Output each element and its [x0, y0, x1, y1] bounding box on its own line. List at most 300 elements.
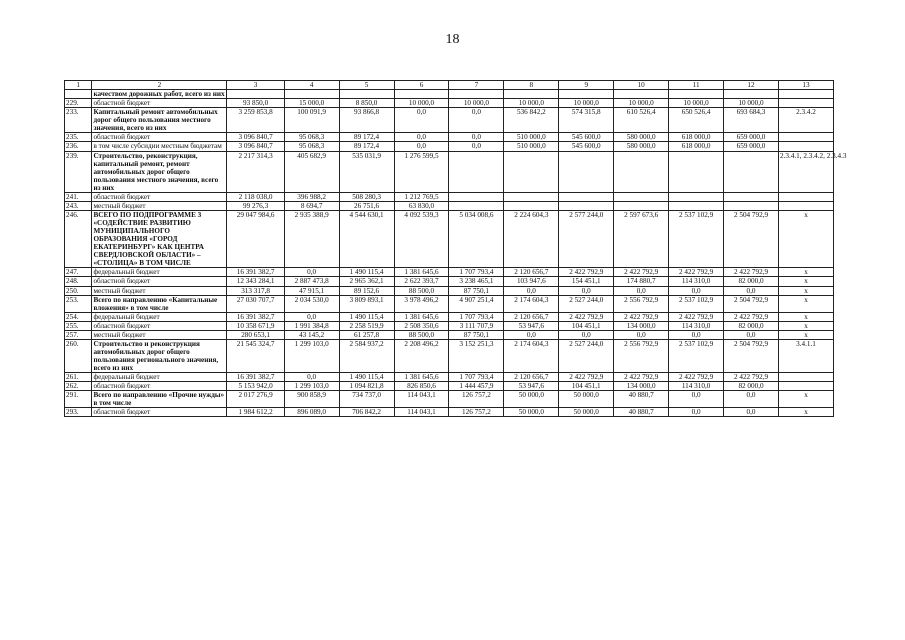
value-cell: 0,0: [724, 286, 779, 295]
value-cell: 53 947,6: [504, 321, 559, 330]
value-cell: 510 000,0: [504, 133, 559, 142]
value-cell: 0,0: [669, 330, 724, 339]
value-cell: 659 000,0: [724, 133, 779, 142]
value-cell: [614, 151, 669, 192]
value-cell: 2 965 362,1: [339, 277, 394, 286]
table-row: [65, 373, 834, 382]
table-row: [65, 391, 834, 408]
value-cell: 0,0: [724, 408, 779, 417]
value-cell: 61 257,8: [339, 330, 394, 339]
row-number: 250.: [65, 286, 92, 295]
column-header: 4: [284, 81, 339, 90]
row-number: [65, 90, 92, 99]
value-cell: 29 047 984,6: [227, 210, 284, 267]
value-cell: 2 422 792,9: [559, 373, 614, 382]
value-cell: 2 034 530,0: [284, 295, 339, 312]
value-cell: 0,0: [394, 108, 449, 133]
row-label: Капитальный ремонт автомобильных дорог общего пользования местного значения, всего из них: [92, 108, 227, 133]
value-cell: [227, 90, 284, 99]
value-cell: [504, 201, 559, 210]
target-code: [778, 373, 833, 382]
value-cell: 16 391 382,7: [227, 268, 284, 277]
value-cell: 2 208 496,2: [394, 339, 449, 372]
value-cell: 93 866,8: [339, 108, 394, 133]
value-cell: 545 600,0: [559, 133, 614, 142]
value-cell: 10 000,0: [504, 99, 559, 108]
value-cell: 63 830,0: [394, 201, 449, 210]
column-header: 2: [92, 81, 227, 90]
value-cell: 103 947,6: [504, 277, 559, 286]
table-row: [65, 133, 834, 142]
value-cell: [449, 151, 504, 192]
value-cell: 2 577 244,0: [559, 210, 614, 267]
value-cell: 2 504 792,9: [724, 295, 779, 312]
value-cell: 93 850,0: [227, 99, 284, 108]
row-label: областной бюджет: [92, 277, 227, 286]
value-cell: 2 597 673,6: [614, 210, 669, 267]
target-code: [778, 142, 833, 151]
value-cell: [504, 90, 559, 99]
row-number: 235.: [65, 133, 92, 142]
target-code: 3.4.1.1: [778, 339, 833, 372]
value-cell: [559, 90, 614, 99]
value-cell: 2 887 473,8: [284, 277, 339, 286]
target-code: х: [778, 286, 833, 295]
value-cell: [724, 151, 779, 192]
target-code: х: [778, 391, 833, 408]
value-cell: 0,0: [394, 133, 449, 142]
table-row: [65, 277, 834, 286]
value-cell: 174 880,7: [614, 277, 669, 286]
value-cell: 1 490 115,4: [339, 268, 394, 277]
value-cell: 126 757,2: [449, 391, 504, 408]
row-label: качеством дорожных работ, всего из них: [92, 90, 227, 99]
row-number: 247.: [65, 268, 92, 277]
value-cell: 610 526,4: [614, 108, 669, 133]
value-cell: 2 120 656,7: [504, 268, 559, 277]
value-cell: 0,0: [724, 391, 779, 408]
row-label: Строительство и реконструкция автомобильных дорог общего пользования регионального значения, всего из них: [92, 339, 227, 372]
value-cell: 1 707 793,4: [449, 268, 504, 277]
value-cell: [614, 192, 669, 201]
value-cell: 100 091,9: [284, 108, 339, 133]
value-cell: [669, 151, 724, 192]
value-cell: 50 000,0: [504, 408, 559, 417]
value-cell: 2 422 792,9: [669, 312, 724, 321]
column-header: 1: [65, 81, 92, 90]
value-cell: 95 068,3: [284, 142, 339, 151]
value-cell: 2 258 519,9: [339, 321, 394, 330]
value-cell: 2 217 314,3: [227, 151, 284, 192]
value-cell: 510 000,0: [504, 142, 559, 151]
value-cell: [669, 201, 724, 210]
value-cell: 82 000,0: [724, 382, 779, 391]
row-label: ВСЕГО ПО ПОДПРОГРАММЕ 3 «СОДЕЙСТВИЕ РАЗВИТИЮ МУНИЦИПАЛЬНОГО ОБРАЗОВАНИЯ «ГОРОД ЕКАТЕРИНБУРГ» КАК ЦЕНТРА СВЕРДЛОВСКОЙ ОБЛАСТИ» – «СТОЛИЦА» В ТОМ ЧИСЛЕ: [92, 210, 227, 267]
value-cell: 3 978 496,2: [394, 295, 449, 312]
value-cell: 1 707 793,4: [449, 312, 504, 321]
row-label: местный бюджет: [92, 330, 227, 339]
value-cell: 16 391 382,7: [227, 312, 284, 321]
value-cell: 0,0: [669, 286, 724, 295]
value-cell: 0,0: [614, 330, 669, 339]
value-cell: 99 276,3: [227, 201, 284, 210]
value-cell: 1 490 115,4: [339, 312, 394, 321]
value-cell: 1 444 457,9: [449, 382, 504, 391]
value-cell: 574 315,8: [559, 108, 614, 133]
value-cell: 2 422 792,9: [669, 268, 724, 277]
value-cell: 10 000,0: [394, 99, 449, 108]
value-cell: 580 000,0: [614, 133, 669, 142]
table-row: [65, 286, 834, 295]
value-cell: 2 537 102,9: [669, 210, 724, 267]
value-cell: 0,0: [559, 286, 614, 295]
value-cell: 40 880,7: [614, 408, 669, 417]
value-cell: 405 682,9: [284, 151, 339, 192]
value-cell: 396 988,2: [284, 192, 339, 201]
table-row: [65, 201, 834, 210]
value-cell: 2 120 656,7: [504, 312, 559, 321]
column-header: 8: [504, 81, 559, 90]
value-cell: 2 935 388,9: [284, 210, 339, 267]
value-cell: 114 310,0: [669, 321, 724, 330]
value-cell: 0,0: [504, 286, 559, 295]
value-cell: 43 145,2: [284, 330, 339, 339]
row-number: 255.: [65, 321, 92, 330]
value-cell: 650 526,4: [669, 108, 724, 133]
value-cell: 134 000,0: [614, 382, 669, 391]
target-code: х: [778, 210, 833, 267]
value-cell: 89 172,4: [339, 133, 394, 142]
table-row: [65, 295, 834, 312]
value-cell: 10 358 671,9: [227, 321, 284, 330]
value-cell: 706 842,2: [339, 408, 394, 417]
value-cell: 2 527 244,0: [559, 339, 614, 372]
value-cell: 8 694,7: [284, 201, 339, 210]
value-cell: 3 111 707,9: [449, 321, 504, 330]
value-cell: 10 000,0: [724, 99, 779, 108]
table-row: [65, 108, 834, 133]
value-cell: [504, 192, 559, 201]
table-row: [65, 151, 834, 192]
row-number: 243.: [65, 201, 92, 210]
value-cell: [559, 192, 614, 201]
value-cell: [339, 90, 394, 99]
value-cell: 10 000,0: [669, 99, 724, 108]
value-cell: 40 880,7: [614, 391, 669, 408]
value-cell: 1 381 645,6: [394, 373, 449, 382]
table-row: [65, 312, 834, 321]
value-cell: 53 947,6: [504, 382, 559, 391]
value-cell: 3 096 840,7: [227, 133, 284, 142]
value-cell: 1 381 645,6: [394, 268, 449, 277]
row-number: 253.: [65, 295, 92, 312]
value-cell: 618 000,0: [669, 133, 724, 142]
value-cell: 580 000,0: [614, 142, 669, 151]
table-row: [65, 339, 834, 372]
value-cell: 4 092 539,3: [394, 210, 449, 267]
value-cell: [724, 201, 779, 210]
value-cell: 10 000,0: [559, 99, 614, 108]
value-cell: 2 422 792,9: [724, 268, 779, 277]
value-cell: [559, 201, 614, 210]
value-cell: 88 500,0: [394, 330, 449, 339]
column-header: 12: [724, 81, 779, 90]
value-cell: 114 310,0: [669, 382, 724, 391]
budget-table: [64, 80, 847, 417]
value-cell: 10 000,0: [614, 99, 669, 108]
target-code: 2.3.4.1, 2.3.4.2, 2.3.4.3: [778, 151, 833, 192]
target-code: х: [778, 295, 833, 312]
value-cell: 82 000,0: [724, 321, 779, 330]
table-row: [65, 210, 834, 267]
value-cell: 0,0: [284, 268, 339, 277]
value-cell: [449, 192, 504, 201]
row-label: в том числе субсидии местным бюджетам: [92, 142, 227, 151]
table-row: [65, 90, 834, 99]
row-number: 239.: [65, 151, 92, 192]
value-cell: 0,0: [504, 330, 559, 339]
column-header: 9: [559, 81, 614, 90]
value-cell: 5 034 008,6: [449, 210, 504, 267]
value-cell: 134 000,0: [614, 321, 669, 330]
row-number: 262.: [65, 382, 92, 391]
value-cell: 12 343 284,1: [227, 277, 284, 286]
table-row: [65, 142, 834, 151]
value-cell: [449, 201, 504, 210]
row-number: 241.: [65, 192, 92, 201]
value-cell: 50 000,0: [559, 391, 614, 408]
value-cell: [504, 151, 559, 192]
value-cell: 0,0: [559, 330, 614, 339]
row-number: 248.: [65, 277, 92, 286]
value-cell: 693 684,3: [724, 108, 779, 133]
value-cell: 89 152,6: [339, 286, 394, 295]
row-number: 236.: [65, 142, 92, 151]
row-label: Всего по направлению «Прочие нужды» в том числе: [92, 391, 227, 408]
value-cell: 104 451,1: [559, 321, 614, 330]
value-cell: 0,0: [284, 373, 339, 382]
target-code: [778, 382, 833, 391]
value-cell: [724, 90, 779, 99]
value-cell: 896 089,0: [284, 408, 339, 417]
row-label: местный бюджет: [92, 201, 227, 210]
value-cell: 4 544 630,1: [339, 210, 394, 267]
row-number: 261.: [65, 373, 92, 382]
value-cell: 2 422 792,9: [724, 373, 779, 382]
row-number: 254.: [65, 312, 92, 321]
row-label: федеральный бюджет: [92, 312, 227, 321]
value-cell: 16 391 382,7: [227, 373, 284, 382]
row-label: областной бюджет: [92, 133, 227, 142]
value-cell: 27 030 707,7: [227, 295, 284, 312]
value-cell: 3 238 465,1: [449, 277, 504, 286]
value-cell: 82 000,0: [724, 277, 779, 286]
value-cell: 3 809 893,1: [339, 295, 394, 312]
value-cell: 2 224 604,3: [504, 210, 559, 267]
value-cell: 89 172,4: [339, 142, 394, 151]
column-header: 11: [669, 81, 724, 90]
row-number: 229.: [65, 99, 92, 108]
row-label: федеральный бюджет: [92, 373, 227, 382]
value-cell: 3 259 853,8: [227, 108, 284, 133]
row-number: 233.: [65, 108, 92, 133]
value-cell: [724, 192, 779, 201]
value-cell: 508 280,3: [339, 192, 394, 201]
value-cell: 2 556 792,9: [614, 339, 669, 372]
page-number: 18: [445, 32, 460, 47]
value-cell: 114 043,1: [394, 408, 449, 417]
target-code: х: [778, 330, 833, 339]
value-cell: 1 276 599,5: [394, 151, 449, 192]
value-cell: 104 451,1: [559, 382, 614, 391]
value-cell: 0,0: [449, 108, 504, 133]
value-cell: 826 850,6: [394, 382, 449, 391]
value-cell: 2 120 656,7: [504, 373, 559, 382]
target-code: х: [778, 408, 833, 417]
value-cell: 1 984 612,2: [227, 408, 284, 417]
row-label: местный бюджет: [92, 286, 227, 295]
value-cell: 5 153 942,0: [227, 382, 284, 391]
value-cell: 313 317,8: [227, 286, 284, 295]
value-cell: 0,0: [284, 312, 339, 321]
value-cell: [284, 90, 339, 99]
value-cell: 114 043,1: [394, 391, 449, 408]
row-label: областной бюджет: [92, 321, 227, 330]
value-cell: [669, 192, 724, 201]
row-number: 257.: [65, 330, 92, 339]
value-cell: 0,0: [449, 142, 504, 151]
value-cell: 1 991 384,8: [284, 321, 339, 330]
row-label: областной бюджет: [92, 408, 227, 417]
value-cell: [614, 90, 669, 99]
value-cell: 126 757,2: [449, 408, 504, 417]
value-cell: 2 556 792,9: [614, 295, 669, 312]
value-cell: 2 174 604,3: [504, 339, 559, 372]
value-cell: 26 751,6: [339, 201, 394, 210]
value-cell: 2 504 792,9: [724, 210, 779, 267]
target-code: х: [778, 268, 833, 277]
header-row: [65, 81, 834, 90]
value-cell: 0,0: [724, 330, 779, 339]
target-code: х: [778, 277, 833, 286]
value-cell: [559, 151, 614, 192]
value-cell: 2 622 393,7: [394, 277, 449, 286]
value-cell: 2 422 792,9: [614, 312, 669, 321]
column-header: 7: [449, 81, 504, 90]
value-cell: 2 118 038,0: [227, 192, 284, 201]
value-cell: 21 545 324,7: [227, 339, 284, 372]
value-cell: 1 490 115,4: [339, 373, 394, 382]
value-cell: 47 915,1: [284, 286, 339, 295]
value-cell: 900 858,9: [284, 391, 339, 408]
row-label: областной бюджет: [92, 192, 227, 201]
value-cell: 50 000,0: [559, 408, 614, 417]
table-row: [65, 99, 834, 108]
value-cell: 154 451,1: [559, 277, 614, 286]
value-cell: 50 000,0: [504, 391, 559, 408]
target-code: [778, 99, 833, 108]
value-cell: 0,0: [669, 408, 724, 417]
value-cell: 2 017 276,9: [227, 391, 284, 408]
value-cell: 1 299 103,0: [284, 382, 339, 391]
value-cell: [669, 90, 724, 99]
value-cell: 2 422 792,9: [669, 373, 724, 382]
table-row: [65, 382, 834, 391]
value-cell: 2 174 604,3: [504, 295, 559, 312]
value-cell: 3 152 251,3: [449, 339, 504, 372]
value-cell: 1 707 793,4: [449, 373, 504, 382]
value-cell: 2 504 792,9: [724, 339, 779, 372]
value-cell: [449, 90, 504, 99]
value-cell: 10 000,0: [449, 99, 504, 108]
target-code: [778, 133, 833, 142]
value-cell: 0,0: [394, 142, 449, 151]
value-cell: 1 299 103,0: [284, 339, 339, 372]
value-cell: 2 422 792,9: [559, 268, 614, 277]
target-code: х: [778, 321, 833, 330]
value-cell: 0,0: [614, 286, 669, 295]
value-cell: 0,0: [669, 391, 724, 408]
table-row: [65, 268, 834, 277]
value-cell: [614, 201, 669, 210]
value-cell: 8 850,0: [339, 99, 394, 108]
value-cell: 1 094 821,8: [339, 382, 394, 391]
table-row: [65, 192, 834, 201]
target-code: 2.3.4.2: [778, 108, 833, 133]
value-cell: 2 537 102,9: [669, 295, 724, 312]
value-cell: 3 096 840,7: [227, 142, 284, 151]
value-cell: 4 907 251,4: [449, 295, 504, 312]
column-header: 10: [614, 81, 669, 90]
value-cell: 659 000,0: [724, 142, 779, 151]
value-cell: 2 422 792,9: [724, 312, 779, 321]
value-cell: 2 537 102,9: [669, 339, 724, 372]
row-label: Всего по направлению «Капитальные вложения» в том числе: [92, 295, 227, 312]
row-number: 246.: [65, 210, 92, 267]
value-cell: 734 737,0: [339, 391, 394, 408]
value-cell: 0,0: [449, 133, 504, 142]
value-cell: 88 500,0: [394, 286, 449, 295]
value-cell: 2 422 792,9: [559, 312, 614, 321]
row-number: 293.: [65, 408, 92, 417]
value-cell: 535 031,9: [339, 151, 394, 192]
value-cell: 95 068,3: [284, 133, 339, 142]
column-header: 3: [227, 81, 284, 90]
target-code: [778, 90, 833, 99]
row-label: Строительство, реконструкция, капитальный ремонт, ремонт автомобильных дорог общего пользования местного значения, всего из них: [92, 151, 227, 192]
value-cell: 87 750,1: [449, 286, 504, 295]
value-cell: [394, 90, 449, 99]
target-code: х: [778, 312, 833, 321]
row-number: 260.: [65, 339, 92, 372]
value-cell: 87 750,1: [449, 330, 504, 339]
table-row: [65, 408, 834, 417]
row-label: областной бюджет: [92, 382, 227, 391]
column-header: 5: [339, 81, 394, 90]
value-cell: 114 310,0: [669, 277, 724, 286]
column-header: 13: [778, 81, 833, 90]
value-cell: 618 000,0: [669, 142, 724, 151]
table-row: [65, 321, 834, 330]
value-cell: 2 584 937,2: [339, 339, 394, 372]
value-cell: 2 527 244,0: [559, 295, 614, 312]
value-cell: 280 653,1: [227, 330, 284, 339]
value-cell: 536 842,2: [504, 108, 559, 133]
target-code: [778, 192, 833, 201]
value-cell: 1 212 769,5: [394, 192, 449, 201]
value-cell: 2 422 792,9: [614, 268, 669, 277]
row-label: федеральный бюджет: [92, 268, 227, 277]
